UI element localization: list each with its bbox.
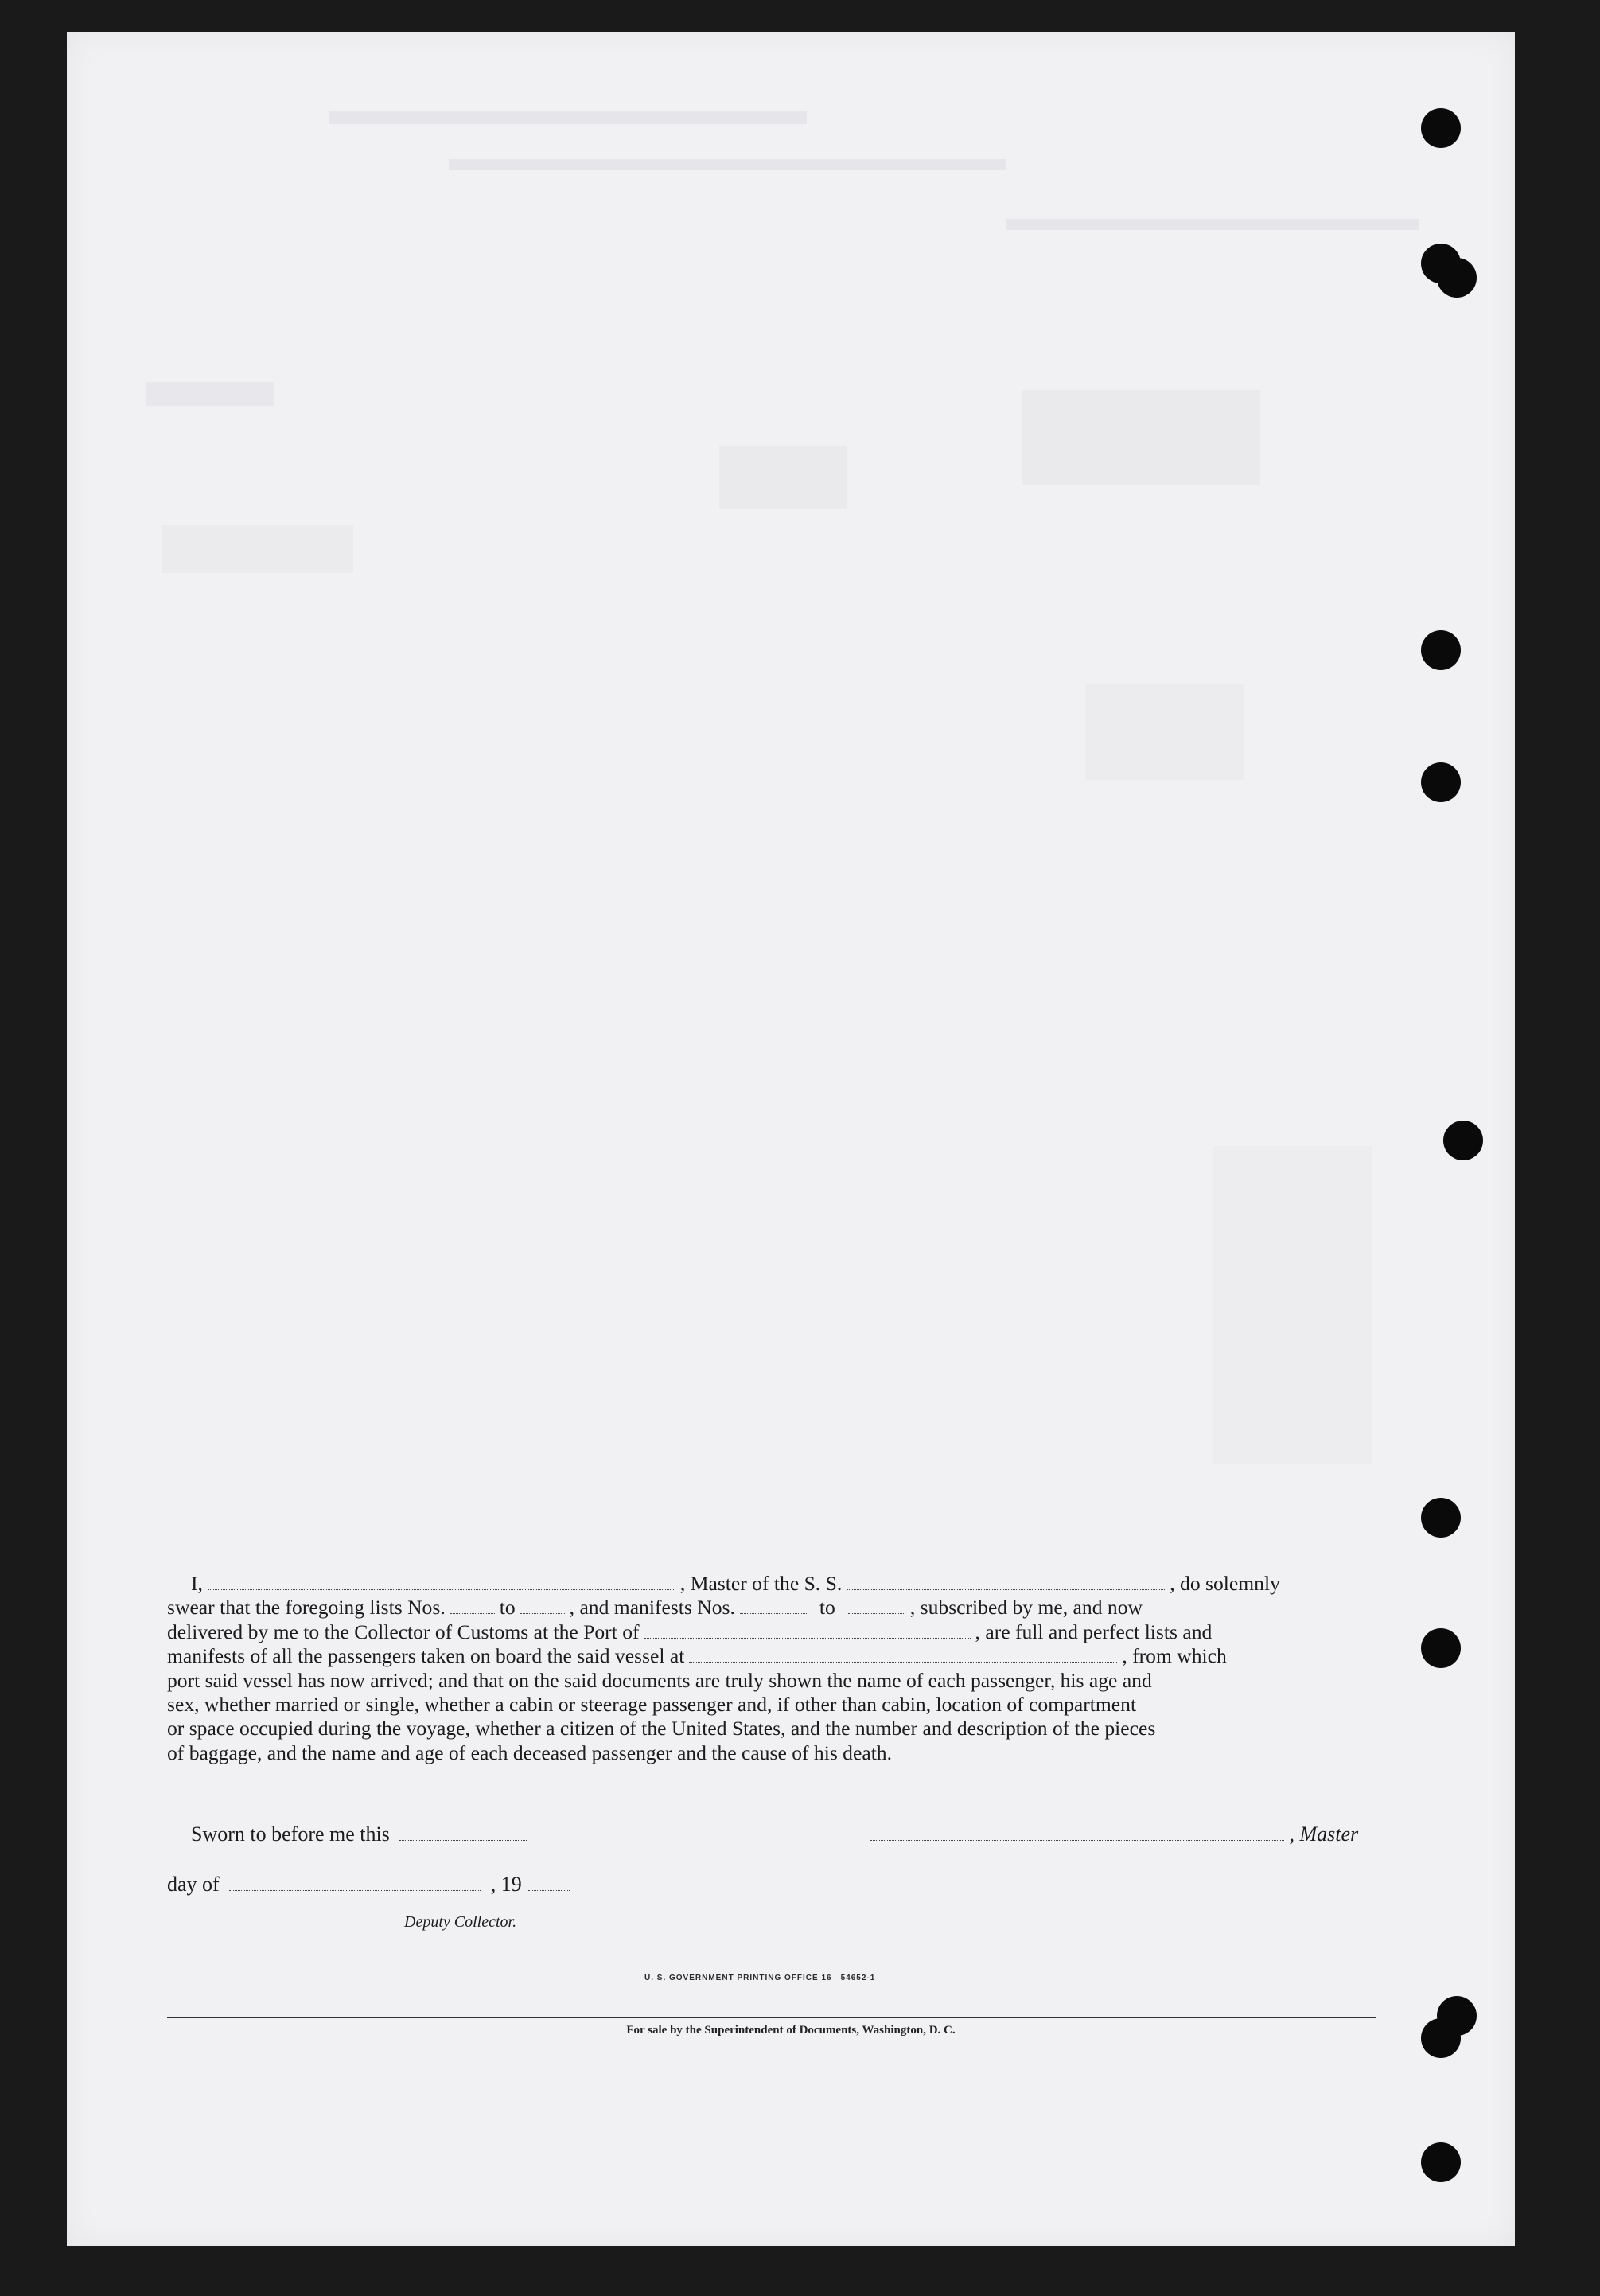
- oath-line-7: or space occupied during the voyage, whether a citizen of the United States, and the number and description of the pieces: [167, 1717, 1156, 1741]
- bleed-through-line: [719, 446, 847, 509]
- master-oath-paragraph: [167, 1572, 1376, 1765]
- deputy-collector-label: Deputy Collector.: [404, 1913, 517, 1931]
- bleed-through-line: [1006, 219, 1419, 230]
- bleed-through-line: [1085, 684, 1244, 780]
- oath-swear-lists: swear that the foregoing lists Nos.: [167, 1596, 446, 1620]
- oath-line-8: of baggage, and the name and age of each deceased passenger and the cause of his death.: [167, 1741, 893, 1764]
- master-signature-line: [870, 1822, 1358, 1846]
- ship-name-blank: [847, 1575, 1165, 1590]
- punch-hole: [1421, 2142, 1461, 2182]
- year-prefix: , 19: [490, 1873, 522, 1896]
- master-signature-blank: [870, 1826, 1284, 1841]
- year-blank: [528, 1876, 570, 1891]
- oath-delivered: delivered by me to the Collector of Customs at the Port of: [167, 1620, 640, 1643]
- sworn-label: Sworn to before me this: [191, 1822, 390, 1846]
- embark-port-blank: [689, 1647, 1117, 1663]
- master-name-blank: [208, 1575, 675, 1590]
- printer-mark: U. S. GOVERNMENT PRINTING OFFICE 16—54652-1: [644, 1974, 876, 1982]
- oath-and-manifests: , and manifests Nos.: [569, 1596, 735, 1620]
- footer-rule: [167, 2017, 1376, 2018]
- master-label: , Master: [1289, 1822, 1359, 1846]
- manifest-from-blank: [740, 1599, 807, 1614]
- sworn-line: [191, 1822, 531, 1846]
- sworn-day-blank: [399, 1826, 527, 1841]
- punch-hole: [1421, 762, 1461, 802]
- oath-to-1: to: [499, 1596, 516, 1620]
- oath-to-2: to: [819, 1596, 835, 1620]
- bleed-through-line: [1213, 1146, 1372, 1464]
- bleed-through-line: [162, 525, 353, 573]
- footer-sale-notice: For sale by the Superintendent of Documents, Washington, D. C.: [626, 2024, 956, 2037]
- day-of-label: day of: [167, 1873, 220, 1896]
- oath-are-full: , are full and perfect lists and: [975, 1620, 1213, 1643]
- oath-i: I,: [191, 1572, 203, 1595]
- punch-hole: [1443, 1121, 1483, 1160]
- list-from-blank: [450, 1599, 495, 1614]
- oath-manifests-all: manifests of all the passengers taken on board the said vessel at: [167, 1644, 685, 1668]
- manifest-to-blank: [848, 1599, 905, 1614]
- oath-master-of-ss: , Master of the S. S.: [679, 1572, 843, 1595]
- punch-hole: [1421, 108, 1461, 148]
- document-page: [67, 32, 1515, 2246]
- oath-do-solemnly: , do solemnly: [1170, 1572, 1280, 1595]
- oath-line-6: sex, whether married or single, whether a cabin or steerage passenger and, if other than cabin, location of compartment: [167, 1693, 1137, 1717]
- bleed-through-line: [449, 159, 1006, 170]
- punch-hole: [1421, 1628, 1461, 1668]
- bleed-through-line: [146, 382, 274, 406]
- bleed-through-line: [329, 111, 807, 124]
- punch-hole: [1437, 258, 1477, 298]
- oath-subscribed: , subscribed by me, and now: [909, 1596, 1143, 1620]
- day-of-line: [167, 1873, 570, 1896]
- port-blank: [644, 1624, 971, 1639]
- oath-from-which: , from which: [1122, 1644, 1227, 1668]
- punch-hole: [1421, 630, 1461, 670]
- punch-hole: [1421, 1498, 1461, 1538]
- bleed-through-line: [1022, 390, 1260, 485]
- list-to-blank: [520, 1599, 565, 1614]
- oath-line-5: port said vessel has now arrived; and that on the said documents are truly shown the name of each passenger, his age and: [167, 1668, 1152, 1692]
- month-blank: [229, 1876, 481, 1891]
